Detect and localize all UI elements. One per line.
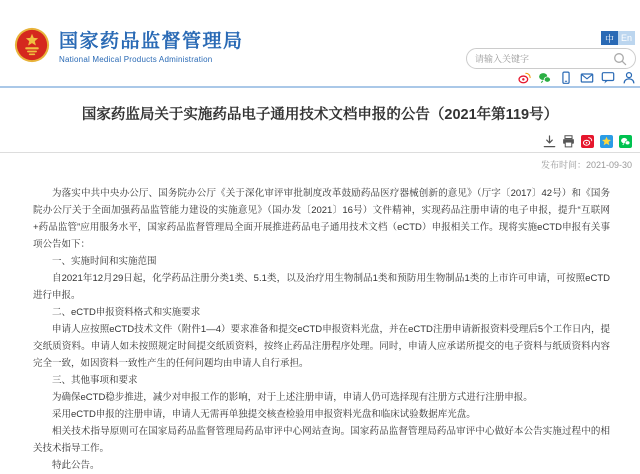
search-box[interactable] xyxy=(466,48,636,69)
article-body xyxy=(0,171,640,474)
weibo-icon[interactable] xyxy=(517,71,531,85)
person-icon[interactable] xyxy=(622,71,636,85)
share-qzone-icon[interactable] xyxy=(600,135,613,148)
download-icon[interactable] xyxy=(543,135,556,148)
article xyxy=(0,88,640,474)
section-heading-1: 一、实施时间和实施范围 xyxy=(52,256,157,267)
share-wechat-icon[interactable] xyxy=(619,135,632,148)
publish-date: 2021-09-30 xyxy=(585,160,632,170)
national-emblem-icon xyxy=(14,27,50,68)
paragraph-other-1: 为确保eCTD稳步推进，减少对申报工作的影响，对于上述注册申请，申请人仍可选择现有注册方式进行注册申报。 xyxy=(52,392,533,403)
org-name-en: National Medical Products Administration xyxy=(59,55,213,64)
publish-label: 发布时间： xyxy=(540,160,586,170)
section-heading-3: 三、其他事项和要求 xyxy=(52,375,138,386)
paragraph-other-2: 采用eCTD申报的注册申请，申请人无需再单独提交核查检验用申报资料光盘和临床试验数据库光盘。 xyxy=(52,409,476,420)
lang-zh-button[interactable]: 中 xyxy=(601,31,618,45)
paragraph-scope: 自2021年12月29日起，化学药品注册分类1类、5.1类，以及治疗用生物制品1类和预防用生物制品1类的上市许可申请，可按照eCTD进行申报。 xyxy=(33,273,610,301)
wechat-icon[interactable] xyxy=(538,71,552,85)
lang-en-button[interactable]: En xyxy=(618,31,635,45)
site-header xyxy=(0,0,640,88)
comment-icon[interactable] xyxy=(601,71,615,85)
print-icon[interactable] xyxy=(562,135,575,148)
publish-row xyxy=(0,153,640,171)
search-icon[interactable] xyxy=(613,52,627,66)
org-name-block xyxy=(59,31,244,64)
paragraph-format-requirements: 申请人应按照eCTD技术文件（附件1—4）要求准备和提交eCTD申报资料光盘，并在eCTD注册申请新报资料受理后5个工作日内，提交纸质资料。申请人如未按照规定时间提交纸质资料，按终止药品注册程序处理。同时，申请人应承诺所提交的电子资料与纸质资料内容完全一致，如因资料一致性产生的任何问题均由申请人自行承担。 xyxy=(33,324,610,369)
search-input[interactable] xyxy=(475,54,613,64)
share-weibo-icon[interactable] xyxy=(581,135,594,148)
article-title: 国家药监局关于实施药品电子通用技术文档申报的公告（2021年第119号） xyxy=(81,107,559,123)
nmpa-logo[interactable] xyxy=(14,27,244,68)
paragraph-other-3: 相关技术指导原则可在国家局药品监督管理局药品审评中心网站查询。国家药品监督管理局药品审评中心做好本公告实施过程中的相关技术指导工作。 xyxy=(33,426,610,454)
mobile-icon[interactable] xyxy=(559,71,573,85)
paragraph-closing: 特此公告。 xyxy=(52,460,100,471)
header-quick-links xyxy=(517,71,636,85)
mail-icon[interactable] xyxy=(580,71,594,85)
org-name-cn: 国家药品监督管理局 xyxy=(59,31,244,52)
language-toggle xyxy=(601,31,635,45)
article-action-bar xyxy=(0,125,640,152)
section-heading-2: 二、eCTD申报资料格式和实施要求 xyxy=(52,307,201,318)
paragraph-intro: 为落实中共中央办公厅、国务院办公厅《关于深化审评审批制度改革鼓励药品医疗器械创新的意见》（厅字〔2017〕42号）和《国务院办公厅关于全面加强药品监管能力建设的实施意见》（国办发〔2021〕16号）文件精神，实现药品注册申请的电子申报，提升“互联网+药品监管”应用服务水平，国家药品监督管理局全面开展推进药品电子通用技术文档（eCTD）申报相关工作。现将实施eCTD申报有关事项公告如下： xyxy=(33,188,610,250)
